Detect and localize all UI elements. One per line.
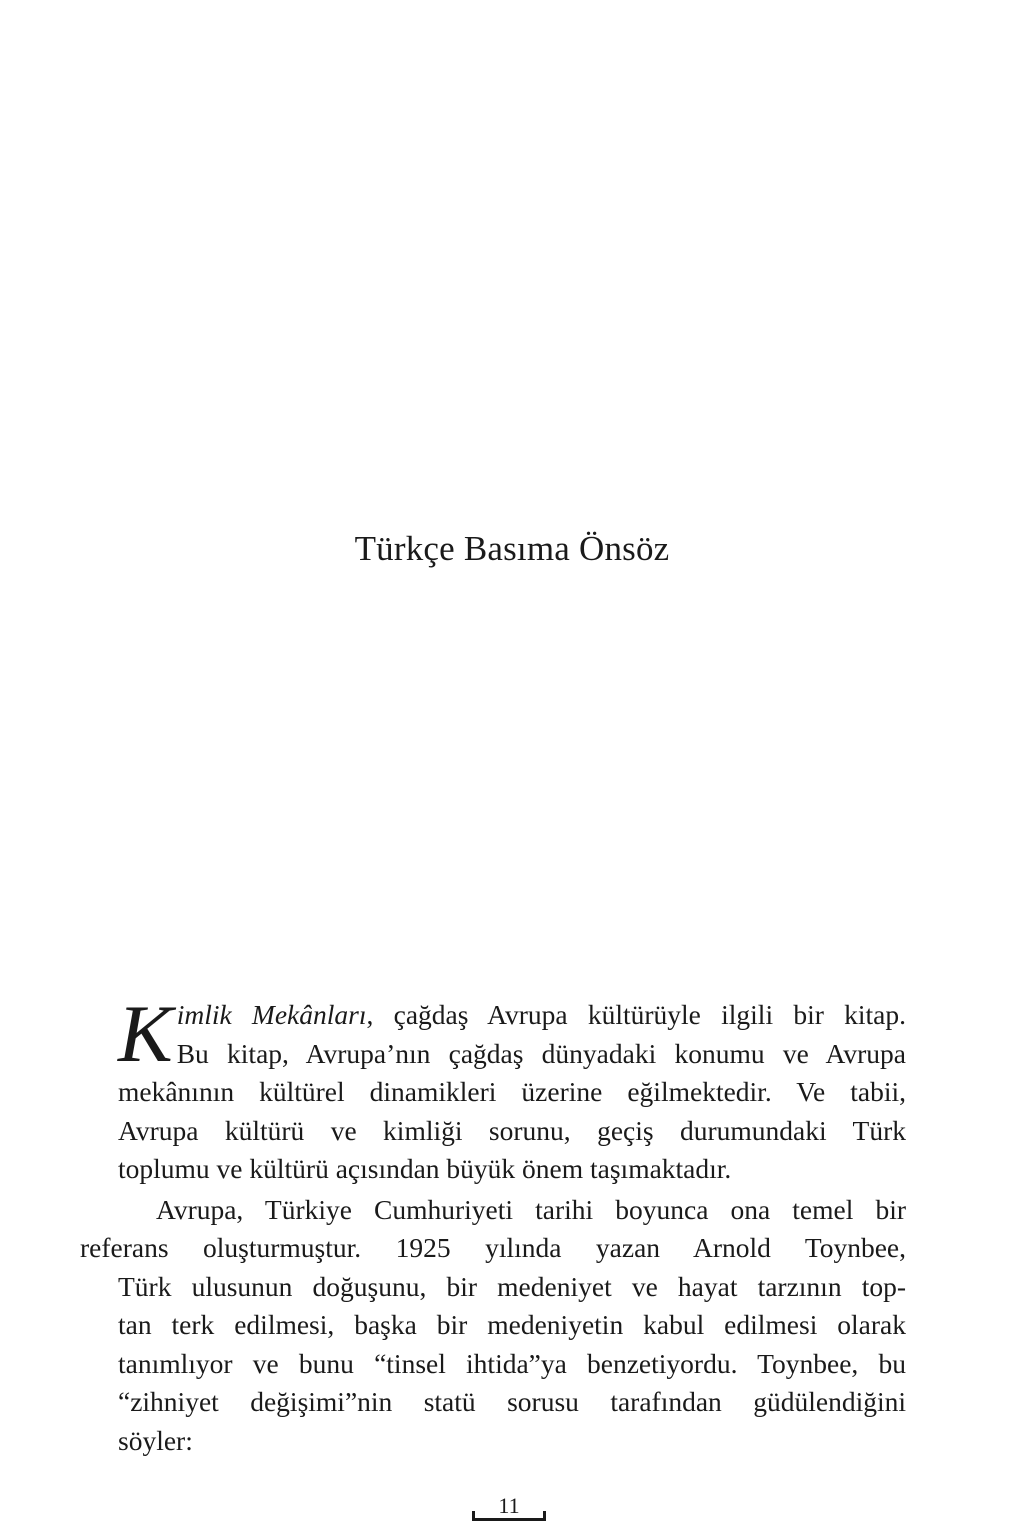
paragraph-2-line-5: tanımlıyor ve bunu “tinsel ihtida”ya benzetiyordu. Toynbee, bu [118, 1347, 906, 1379]
paragraph-1-line-3: mekânının kültürel dinamikleri üzerine eğilmektedir. Ve tabii, [118, 1076, 906, 1107]
page-number: 11 [498, 1493, 520, 1518]
page-number-footer [472, 1494, 546, 1520]
paragraph-1-line-4: Avrupa kültürü ve kimliği sorunu, geçiş durumundaki Türk [118, 1114, 906, 1146]
paragraph-2-line-1: Avrupa, Türkiye Cumhuriyeti tarihi boyunca ona temel bir [156, 1193, 906, 1225]
paragraph-2-line-4: tan terk edilmesi, başka bir medeniyetin kabul edilmesi olarak [118, 1309, 906, 1340]
chapter-title: Türkçe Basıma Önsöz [354, 529, 670, 568]
paragraph-1-line-5: toplumu ve kültürü açısından büyük önem taşımaktadır. [118, 1153, 732, 1184]
paragraph-2-line-3: Türk ulusunun doğuşunu, bir medeniyet ve hayat tarzının top- [118, 1270, 906, 1302]
paragraph-2-line-6: “zihniyet değişimi”nin statü sorusu tarafından güdülendiğini [118, 1386, 906, 1417]
paragraph-1-line-1-text: , çağdaş Avrupa kültürüyle ilgili bir kitap. [366, 999, 906, 1030]
paragraph-2-line-7: söyler: [118, 1424, 193, 1456]
book-title-italic: imlik Mekânları [176, 999, 367, 1030]
drop-cap: K [118, 988, 173, 1079]
body-text [80, 988, 906, 1460]
paragraph-2 [80, 1191, 906, 1461]
paragraph-1 [118, 988, 906, 1189]
paragraph-1-line-2: Bu kitap, Avrupa’nın çağdaş dünyadaki konumu ve Avrupa [176, 1037, 906, 1069]
folio-bracket-right [543, 1511, 546, 1521]
paragraph-2-line-2: referans oluşturmuştur. 1925 yılında yazan Arnold Toynbee, [80, 1232, 906, 1263]
folio-rule [472, 1518, 546, 1521]
paragraph-1-line-1 [118, 996, 906, 1035]
